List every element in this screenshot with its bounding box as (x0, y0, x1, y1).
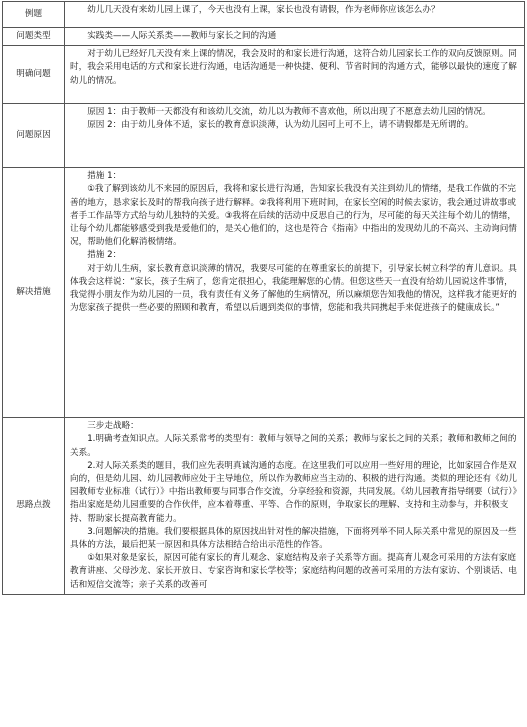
example-text: 幼儿几天没有来幼儿园上课了，今天也没有上课，家长也没有请假，作为老师你应该怎么办？ (87, 5, 440, 15)
row-label: 问题原因 (3, 104, 65, 168)
row-tips (3, 418, 525, 595)
row-type (3, 28, 525, 46)
row-content (65, 104, 525, 168)
tips-intro: 三步走战略： (87, 421, 139, 432)
row-cause (3, 104, 525, 168)
cause-2: 原因 2：由于幼儿身体不适，家长的教育意识淡薄，认为幼儿园可上可不上，请不请假都是无所谓的。 (87, 120, 474, 131)
measure-1-text: ①我了解到该幼儿不来园的原因后，我将和家长进行沟通，告知家长我没有关注到幼儿的情绪，是我工作做的不完善的地方，恳求家长及时的帮我向孩子进行解释。②我将利用下班时间，在家长空闲的时候去家访，我会通过讲故事或者手工作品等方式给与幼儿独特的关爱。③我将在后续的活动中反思自己的行为，尽可能的每天关注每个幼儿的情绪，让每个幼儿都能够感受到我是爱他们的，是关心他们的，这也是符合《指南》中指出的发现幼儿的不高兴、主动询问情况，帮助他们化解消极情绪。 (70, 184, 517, 248)
cause-1: 原因 1：由于教师一天都没有和该幼儿交流，幼儿以为教师不喜欢他，所以出现了不愿意去幼儿园的情况。 (87, 107, 491, 118)
row-label: 问题类型 (3, 28, 65, 46)
row-content (65, 168, 525, 418)
row-content (65, 418, 525, 595)
row-content (65, 28, 525, 46)
tips-step-3: 3.问题解决的措施。我们要根据具体的原因找出针对性的解决措施，下面将列举不同人际关系中常见的原因及一些具体的方法，最后把某一原因和具体方法相结合给出示范性的作答。 (70, 526, 517, 551)
row-example (3, 2, 525, 28)
type-text: 实践类——人际关系类——教师与家长之间的沟通 (87, 31, 277, 41)
measure-2-title: 措施 2： (87, 250, 122, 261)
row-content (65, 46, 525, 104)
row-label: 解决措施 (3, 168, 65, 418)
measure-2-text: 对于幼儿生病，家长教育意识淡薄的情况，我要尽可能的在尊重家长的前提下，引导家长树立科学的育儿意识。具体我会这样说：“家长，孩子生病了，您肯定很担心，我能理解您的心情。但您这些天一直没有给幼儿园说这件事情，我觉得小朋友作为幼儿园的一员，我有责任有义务了解他的生病情况，所以麻烦您告知我他的情况，这样我才能更好的为您家孩子提供一些必要的照顾和教育，希望以后遇到类似的事情，您能和我共同携起手来促进孩子的健康成长。” (70, 263, 517, 314)
tips-step-2: 2.对人际关系类的题目，我们应先表明真诚沟通的态度。在这里我们可以应用一些好用的理论，比如家园合作是双向的，但是幼儿园、幼儿园教师应处于主导地位，所以作为教师应当主动的、积极的进行沟通。类似的理论还有《幼儿园教师专业标准（试行）》中指出教师要与同事合作交流，分享经验和资源，共同发展。《幼儿园教育指导纲要（试行）》指出家庭是幼儿园重要的合作伙伴，应本着尊重、平等、合作的原则，争取家长的理解、支持和主动参与，并积极支持、帮助家长提高教育能力。 (70, 460, 517, 524)
row-label: 例题 (3, 2, 65, 28)
row-content (65, 2, 525, 28)
tips-step-3-detail: ①如果对象是家长，原因可能有家长的育儿观念、家庭结构及亲子关系等方面。提高育儿观念可采用的方法有家庭教育讲座、父母沙龙、家长开放日、专家咨询和家长学校等；家庭结构问题的改善可采用的方法有家访、个别谈话、电话和短信交流等；亲子关系的改善可 (70, 553, 517, 590)
row-solution (3, 168, 525, 418)
measure-1-title: 措施 1： (87, 171, 122, 182)
tips-step-1: 1.明确考查知识点。人际关系常考的类型有：教师与领导之间的关系；教师与家长之间的关系；教师和教师之间的关系。 (70, 434, 517, 458)
row-label: 思路点拨 (3, 418, 65, 595)
clarify-text: 对于幼儿已经好几天没有来上课的情况，我会及时的和家长进行沟通，这符合幼儿园家长工作的双向反馈原则。同时，我会采用电话的方式和家长进行沟通，电话沟通是一种快捷、便利、节省时间的沟通方式，能够以最快的速度了解幼儿的情况。 (70, 49, 517, 86)
row-label: 明确问题 (3, 46, 65, 104)
row-clarify (3, 46, 525, 104)
teaching-case-table (2, 1, 525, 595)
